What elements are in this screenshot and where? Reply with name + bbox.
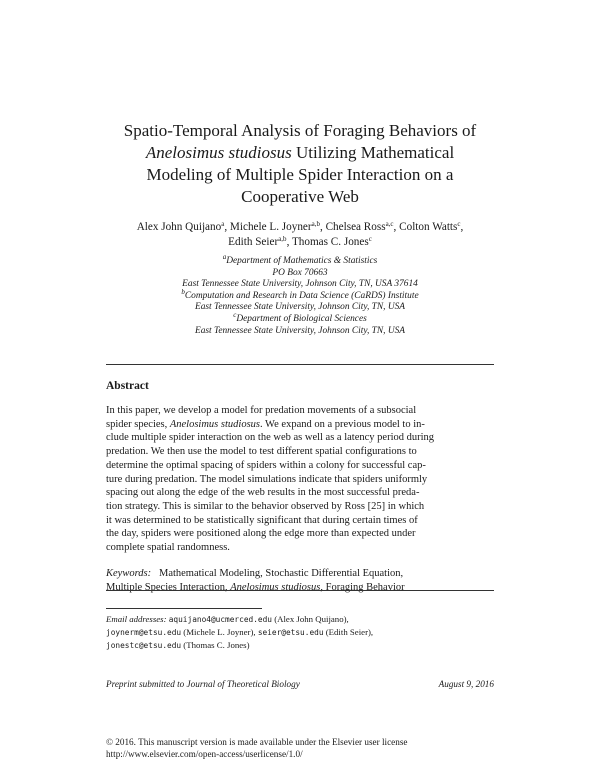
- author-affiliation-mark: c: [457, 220, 461, 228]
- email-address[interactable]: jonestc@etsu.edu: [106, 641, 182, 651]
- author-name: Alex John Quijano: [136, 221, 222, 233]
- species-name: Anelosimus studiosus: [169, 418, 260, 430]
- keywords-bottom-rule: [106, 590, 494, 591]
- keywords: Keywords: Mathematical Modeling, Stochastic Differential Equation, Multiple Species Interaction, Anelosimus studiosus, Foraging Behavior: [106, 568, 405, 593]
- title-line: Cooperative Web: [241, 187, 359, 206]
- keywords-label: Keywords:: [106, 568, 152, 579]
- email-address[interactable]: seier@etsu.edu: [257, 628, 324, 638]
- author-affiliation-mark: c: [368, 235, 372, 243]
- author-name: Edith Seier: [228, 236, 279, 248]
- species-name: Anelosimus studiosus: [145, 143, 292, 162]
- title-line: Anelosimus studiosus Utilizing Mathematical: [145, 143, 455, 162]
- affiliation-line: East Tennessee State University, Johnson City, TN, USA 37614: [182, 279, 418, 290]
- affiliation-line: East Tennessee State University, Johnson City, TN, USA: [194, 325, 406, 336]
- email-label: Email addresses:: [106, 614, 167, 624]
- author-name: , Michele L. Joyner: [224, 221, 312, 233]
- title-line: Modeling of Multiple Spider Interaction on a: [146, 165, 454, 184]
- affiliation-line: $^b$Computation and Research in Data Science (CaRDS) Institute: [181, 287, 419, 301]
- title-line: Spatio-Temporal Analysis of Foraging Behaviors of: [123, 121, 477, 140]
- affiliation-line: $^a$Department of Mathematics & Statistics: [222, 253, 378, 266]
- preprint-date: August 9, 2016: [438, 679, 494, 689]
- affiliation-line: PO Box 70663: [272, 267, 328, 278]
- email-footnote: Email addresses: aquijano4@ucmerced.edu (Alex John Quijano), joynerm@etsu.edu (Michele L. Joyner), seier@etsu.edu (Edith Seier), jonestc@etsu.edu (Thomas C. Jones): [106, 614, 374, 651]
- author-affiliation-mark: a,b: [278, 235, 287, 243]
- author-name: , Thomas C. Jones: [286, 236, 369, 248]
- author-line: Alex John Quijano$^a$, Michele L. Joyner$^{a,b}$, Chelsea Ross$^{a,c}$, Colton Watts$^c$,: [136, 220, 464, 233]
- affiliation-line: East Tennessee State University, Johnson City, TN, USA: [194, 302, 406, 313]
- footnote-rule: [106, 608, 262, 609]
- author-list: [60, 220, 540, 250]
- license-text: © 2016. This manuscript version is made available under the Elsevier user license: [106, 737, 408, 747]
- species-name: Anelosimus studiosus: [230, 581, 321, 593]
- abstract-top-rule: [106, 364, 494, 365]
- author-affiliation-mark: a,c: [385, 220, 394, 228]
- author-line: [60, 235, 540, 250]
- license-link[interactable]: http://www.elsevier.com/open-access/userlicense/1.0/: [106, 749, 303, 759]
- affiliations: [60, 253, 540, 337]
- preprint-note: Preprint submitted to Journal of Theoretical Biology: [106, 679, 300, 689]
- affiliation-line: $^c$Department of Biological Sciences: [233, 310, 367, 324]
- email-address[interactable]: aquijano4@ucmerced.edu: [168, 615, 272, 624]
- author-name: , Chelsea Ross: [320, 221, 386, 233]
- author-affiliation-mark: a,b: [311, 220, 320, 228]
- paper-title: [60, 120, 540, 208]
- email-address[interactable]: joynerm@etsu.edu: [106, 628, 182, 638]
- author-affiliation-mark: a: [221, 220, 225, 228]
- abstract-heading: Abstract: [106, 380, 149, 392]
- author-name: , Colton Watts: [393, 221, 458, 233]
- license-notice: [106, 736, 408, 760]
- abstract-body: In this paper, we develop a model for predation movements of a subsocial spider species, Anelosimus studiosus. We expand on a previous model to in- clude multiple spider interaction on the web as well as a latency period during predation. We then use the model to test different spatial configurations to determine the optimal spacing of spiders within a colony for successful cap- ture during predation. The model simulations indicate that spiders uniformly spacing out along the edge of the web results in the most successful preda- tion strategy. This is similar to the behavior observed by Ross [25] in which it was determined to be statistically significant that during certain times of the day, spiders were positioned along the edge more than expected under complete spatial randomness.: [106, 405, 435, 554]
